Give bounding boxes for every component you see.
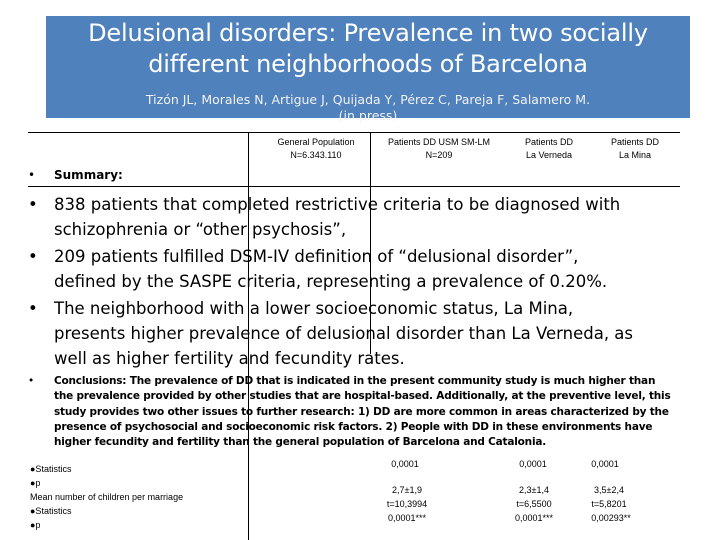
column-header-general: General Population N=6.343.110 bbox=[277, 137, 355, 160]
slide-title: Delusional disorders: Prevalence in two socially different neighborhoods of Barcelona bbox=[88, 19, 648, 78]
column-header-patients-dd: Patients DD USM SM-LM N=209 bbox=[387, 137, 491, 160]
cell-value: 0,0001 bbox=[591, 459, 619, 469]
summary-point: • The neighborhood with a lower socioeconomic status, La Mina, presents higher prevalence of delusional disorder than La Verneda, as well as higher fertility and fecundity rates. bbox=[24, 296, 644, 371]
column-header-la-mina: Patients DD La Mina bbox=[610, 137, 660, 160]
cell-value: t=10,3994 bbox=[386, 499, 428, 509]
slide-authors bbox=[46, 92, 690, 124]
row-label-p-2: ●p bbox=[30, 520, 41, 530]
bullet-icon: • bbox=[28, 168, 36, 182]
title-banner bbox=[46, 16, 690, 123]
summary-heading: Summary: bbox=[54, 168, 123, 182]
cell-value: t=5,8201 bbox=[591, 499, 627, 509]
bullet-icon: • bbox=[28, 195, 38, 214]
row-label-statistics: ●Statistics bbox=[30, 464, 72, 474]
table-top-rule bbox=[28, 132, 680, 133]
cell-value: 2,7±1,9 bbox=[392, 485, 422, 495]
row-label-mean-children: Mean number of children per marriage bbox=[30, 492, 184, 502]
cell-value: 2,3±1,4 bbox=[519, 485, 549, 495]
publication-status: (in press) bbox=[338, 108, 398, 123]
summary-point: • 209 patients fulfilled DSM-IV definition of “delusional disorder”, defined by the SASPE criteria, representing a prevalence of 0.20%. bbox=[24, 244, 644, 294]
cell-value: 0,0001*** bbox=[387, 513, 427, 523]
cell-value: 0,0001 bbox=[391, 459, 419, 469]
table-header-rule bbox=[28, 186, 680, 187]
row-label-p: ●p bbox=[30, 478, 41, 488]
conclusions-item bbox=[24, 374, 676, 450]
column-header-la-verneda: Patients DD La Verneda bbox=[524, 137, 574, 160]
cell-value: 0,0001*** bbox=[514, 513, 554, 523]
cell-value: 0,00293** bbox=[591, 513, 631, 523]
bullet-icon: • bbox=[28, 375, 34, 387]
authors-line: Tizón JL, Morales N, Artigue J, Quijada Y, Pérez C, Pareja F, Salamero M. bbox=[145, 92, 591, 107]
cell-value: 3,5±2,4 bbox=[594, 485, 624, 495]
summary-point: • 838 patients that completed restrictive criteria to be diagnosed with schizophrenia or “other psychosis”, bbox=[24, 192, 644, 242]
conclusions-text: Conclusions: The prevalence of DD that is indicated in the present community study is much higher than the prevalence provided by other studies that are hospital-based. Additionally, at the preventive level, this study provides two other issues to further research: 1) DD are more common in areas characterized by the presence of psychosocial and socioeconomic risk factors. 2) People with DD in these environments have higher fecundity and fertility than the general population of Barcelona and Catalonia. bbox=[54, 375, 671, 449]
row-label-statistics-2: ●Statistics bbox=[30, 506, 72, 516]
cell-value: 0,0001 bbox=[519, 459, 547, 469]
summary-heading-item bbox=[24, 168, 123, 182]
bullet-icon: • bbox=[28, 247, 38, 266]
cell-value: t=6,5500 bbox=[516, 499, 552, 509]
bullet-icon: • bbox=[28, 299, 38, 318]
